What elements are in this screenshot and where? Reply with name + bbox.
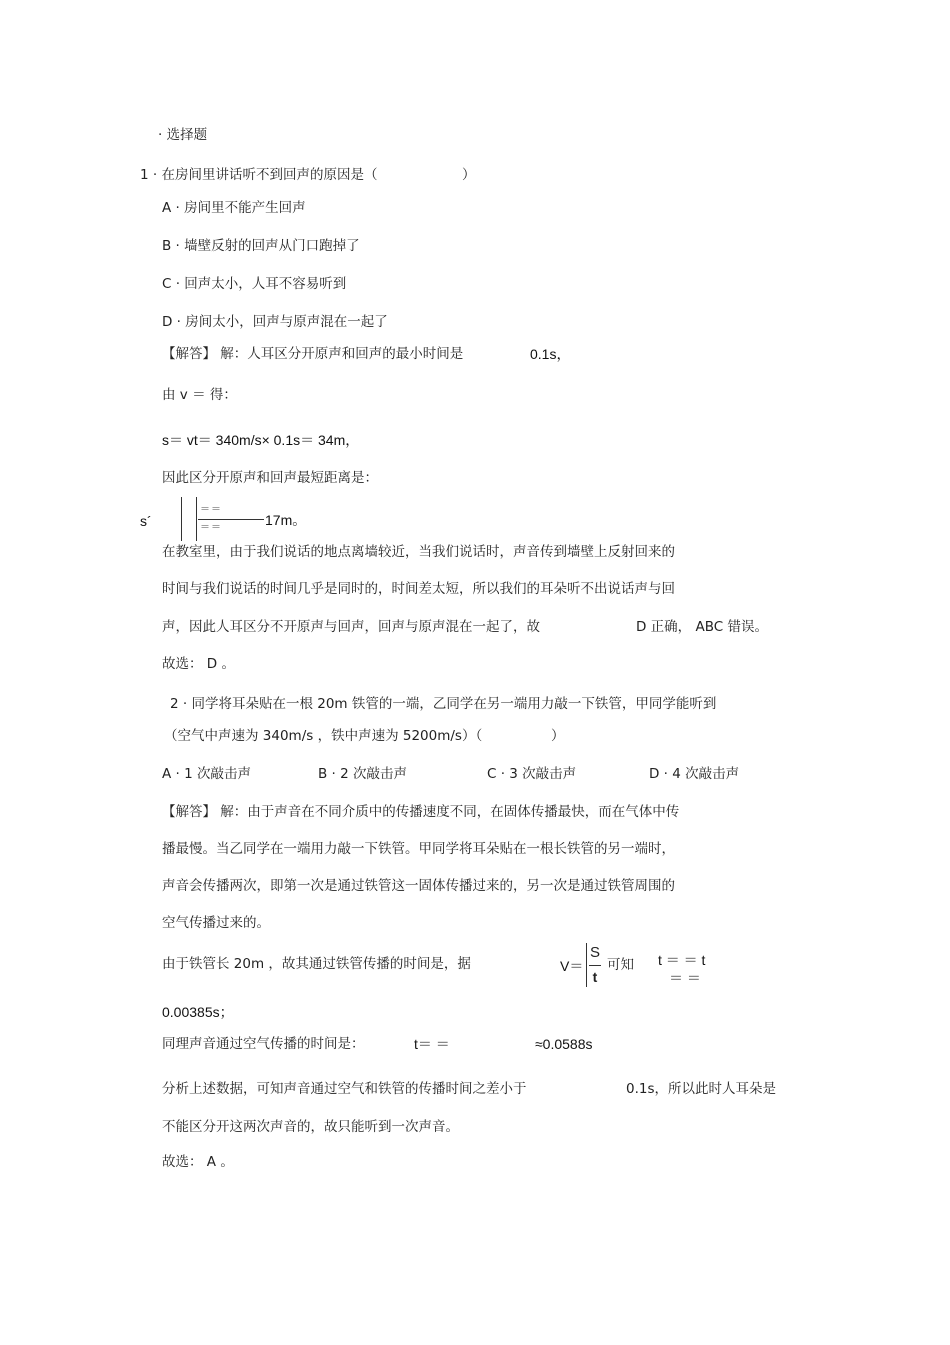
q2-option-b: B · 2 次敲击声 (318, 766, 408, 782)
q1-explanation-1: 在教室里，由于我们说话的地点离墙较近，当我们说话时，声音传到墙壁上反射回来的 (162, 544, 675, 560)
q2-choose: 故选： A 。 (162, 1154, 234, 1170)
q2-fraction-left-bar (586, 943, 587, 987)
q2-analysis-1: 分析上述数据，可知声音通过空气和铁管的传播时间之差小于 (162, 1081, 527, 1097)
q1-fraction-eq-top: ＝＝ (200, 504, 222, 515)
q1-fraction-inner-bar (196, 497, 197, 541)
q2-analysis-1-value: 0.1s，所以此时人耳朵是 (626, 1081, 777, 1097)
q1-result-17m: 17m。 (265, 512, 307, 528)
q2-stem-2-close: ） (551, 728, 565, 744)
q1-fraction-eq-bottom: ＝＝ (200, 522, 222, 533)
q1-answer-intro: 【解答】 解：人耳区分开原声和回声的最小时间是 (162, 346, 464, 362)
q1-answer-min-time: 0.1s， (530, 346, 571, 362)
section-title: · 选择题 (158, 127, 208, 143)
q1-shortest-distance: 因此区分开原声和回声最短距离是： (162, 470, 378, 486)
q2-option-d: D · 4 次敲击声 (649, 766, 740, 782)
q1-fraction-left-bar (181, 497, 182, 541)
q1-formula-s: s＝ vt＝ 340m/s× 0.1s＝ 34m， (162, 432, 360, 448)
q2-option-c: C · 3 次敲击声 (487, 766, 577, 782)
q2-formula-s: S (589, 944, 600, 961)
q2-air-time-intro: 同理声音通过空气传播的时间是： (162, 1036, 365, 1052)
q2-formula-eq-under: ＝ ＝ (669, 970, 701, 986)
q2-answer-2: 播最慢。当乙同学在一端用力敲一下铁管。甲同学将耳朵贴在一根长铁管的另一端时， (162, 841, 675, 857)
q1-explanation-2: 时间与我们说话的时间几乎是同时的，时间差太短，所以我们的耳朵听不出说话声与回 (162, 581, 675, 597)
q2-option-a: A · 1 次敲击声 (162, 766, 251, 782)
q1-option-d: D · 房间太小，回声与原声混在一起了 (162, 314, 388, 330)
q2-iron-time: 0.00385s； (162, 1004, 234, 1020)
q2-air-time-value: ≈0.0588s (535, 1036, 593, 1052)
q2-answer-3: 声音会传播两次，即第一次是通过铁管这一固体传播过来的，另一次是通过铁管周围的 (162, 878, 675, 894)
q1-option-c: C · 回声太小，人耳不容易听到 (162, 276, 347, 292)
q1-explanation-3: 声，因此人耳区分不开原声与回声，回声与原声混在一起了，故 (162, 619, 540, 635)
q1-formula-v: 由 v ＝ 得： (162, 387, 237, 403)
q1-fraction-line (198, 519, 264, 520)
q1-option-a: A · 房间里不能产生回声 (162, 200, 306, 216)
q1-explanation-3-result: D 正确， ABC 错误。 (636, 619, 768, 635)
q2-stem-2: （空气中声速为 340m/s ，铁中声速为 5200m/s）（ (164, 728, 483, 744)
q2-answer-4: 空气传播过来的。 (162, 915, 270, 931)
q2-formula-knowing: 可知 (607, 957, 634, 973)
q2-fraction-line (589, 965, 601, 966)
q2-answer-1: 【解答】 解：由于声音在不同介质中的传播速度不同，在固体传播最快，而在气体中传 (162, 804, 680, 820)
q1-s-prime-label: s´ (140, 513, 152, 529)
q1-stem-close: ） (462, 167, 476, 183)
q2-formula-t: t (592, 969, 598, 985)
q1-choose: 故选： D 。 (162, 656, 235, 672)
q2-formula-intro: 由于铁管长 20m ，故其通过铁管传播的时间是，据 (162, 956, 471, 972)
q2-formula-t-eq: t ＝ ＝ t (658, 952, 706, 968)
q1-stem: 1 · 在房间里讲话听不到回声的原因是（ (140, 167, 378, 183)
q2-formula-v-label: V＝ (560, 958, 584, 974)
q2-stem-1: 2 · 同学将耳朵贴在一根 20m 铁管的一端，乙同学在另一端用力敲一下铁管，甲同学能听到 (170, 696, 717, 712)
q2-air-time-eq: t＝ ＝ (414, 1036, 450, 1052)
q1-option-b: B · 墙壁反射的回声从门口跑掉了 (162, 238, 360, 254)
q2-analysis-2: 不能区分开这两次声音的，故只能听到一次声音。 (162, 1119, 459, 1135)
